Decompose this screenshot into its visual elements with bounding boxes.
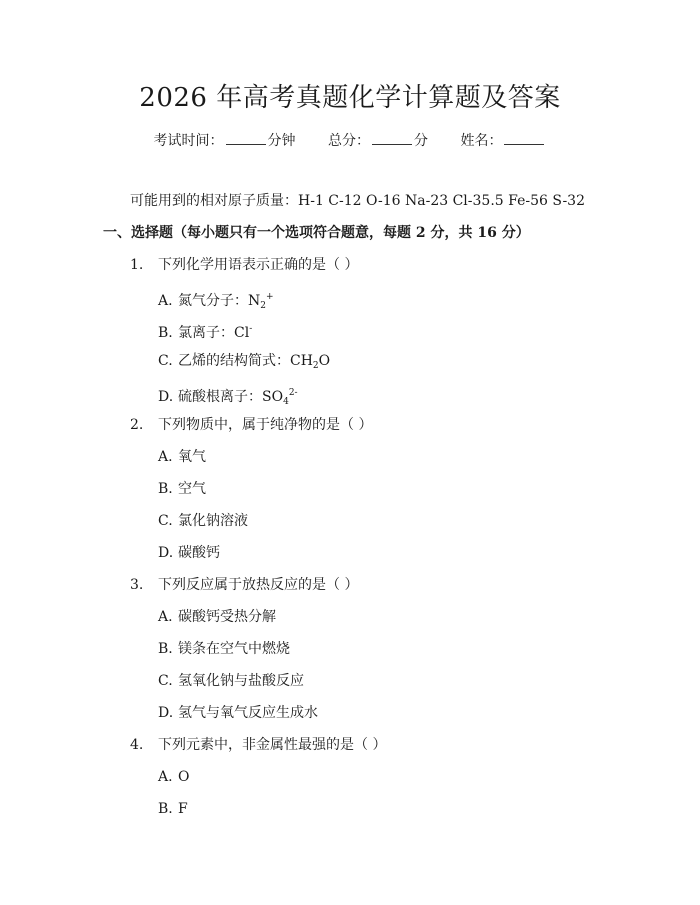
student-name-label: 姓名： [460, 133, 503, 149]
option-text: 氢氧化钠与盐酸反应 [178, 673, 304, 689]
option-text: O [178, 769, 190, 785]
question-number: 2. [130, 417, 144, 433]
option-letter: C. [158, 353, 173, 369]
option-text: 空气 [178, 481, 206, 497]
question-number: 3. [130, 577, 144, 593]
option-text: 氯化钠溶液 [178, 513, 248, 529]
question-4 [130, 735, 386, 755]
question-number: 1. [130, 257, 144, 273]
option-letter: D. [158, 705, 174, 721]
question-2-option-a[interactable] [158, 447, 206, 467]
option-letter: A. [158, 449, 173, 465]
option-text: 碳酸钙 [178, 545, 220, 561]
page-title: 2026 年高考真题化学计算题及答案 [139, 83, 561, 113]
option-superscript: - [249, 324, 253, 334]
exam-time [154, 130, 296, 151]
question-text: 下列反应属于放热反应的是（ ） [158, 577, 359, 593]
question-1 [130, 255, 358, 275]
option-text: 氯离子：Cl [178, 325, 250, 341]
option-superscript: + [265, 292, 274, 302]
option-letter: D. [158, 389, 174, 405]
question-2 [130, 415, 372, 435]
option-letter: A. [158, 293, 173, 309]
option-subscript: 2 [312, 361, 319, 371]
question-2-option-c[interactable] [158, 511, 248, 531]
option-letter: D. [158, 545, 174, 561]
question-3-option-a[interactable] [158, 607, 276, 627]
question-3-option-b[interactable] [158, 639, 290, 659]
question-text: 下列元素中，非金属性最强的是（ ） [158, 737, 387, 753]
question-4-option-b[interactable] [158, 799, 188, 819]
option-subscript: 2 [260, 301, 266, 311]
total-score [328, 130, 428, 151]
student-name-blank[interactable] [504, 130, 544, 145]
option-text: 氢气与氧气反应生成水 [178, 705, 318, 721]
exam-time-blank[interactable] [226, 130, 266, 145]
question-1-option-d[interactable] [158, 383, 298, 412]
exam-time-label: 考试时间： [153, 133, 224, 149]
question-1-option-c[interactable] [158, 351, 330, 376]
exam-time-unit: 分钟 [267, 133, 296, 149]
option-letter: B. [158, 481, 173, 497]
question-text: 下列物质中，属于纯净物的是（ ） [158, 417, 373, 433]
question-3-option-c[interactable] [158, 671, 304, 691]
option-text: 氧气 [178, 449, 206, 465]
option-text-tail: O [318, 353, 331, 369]
question-1-option-a[interactable] [158, 287, 274, 316]
option-letter: A. [158, 769, 173, 785]
option-letter: A. [158, 609, 173, 625]
section-heading: 一、选择题（每小题只有一个选项符合题意，每题 2 分，共 16 分） [103, 225, 530, 241]
option-subscript: 4 [283, 397, 289, 407]
question-2-option-d[interactable] [158, 543, 220, 563]
option-letter: C. [158, 513, 173, 529]
option-superscript: 2- [288, 388, 298, 398]
total-score-label: 总分： [328, 133, 370, 149]
option-text: F [178, 801, 188, 817]
question-text: 下列化学用语表示正确的是（ ） [158, 257, 359, 273]
option-letter: C. [158, 673, 173, 689]
question-3 [130, 575, 358, 595]
exam-info-line [0, 130, 700, 151]
option-text: 镁条在空气中燃烧 [178, 641, 290, 657]
option-letter: B. [158, 801, 173, 817]
option-text: 氮气分子：N [178, 293, 261, 309]
option-text: 硫酸根离子：SO [178, 389, 284, 405]
question-2-option-b[interactable] [158, 479, 206, 499]
option-text: 乙烯的结构简式：CH [178, 353, 313, 369]
option-letter: B. [158, 641, 173, 657]
option-text: 碳酸钙受热分解 [178, 609, 276, 625]
option-letter: B. [158, 325, 173, 341]
total-score-blank[interactable] [372, 130, 412, 145]
atomic-masses-note: 可能用到的相对原子质量：H-1 C-12 O-16 Na-23 Cl-35.5 Fe-56 S-32 [130, 193, 585, 209]
question-4-option-a[interactable] [158, 767, 189, 787]
question-number: 4. [130, 737, 144, 753]
question-1-option-b[interactable] [158, 319, 252, 343]
question-3-option-d[interactable] [158, 703, 318, 723]
student-name [460, 130, 546, 151]
total-score-unit: 分 [414, 133, 428, 149]
